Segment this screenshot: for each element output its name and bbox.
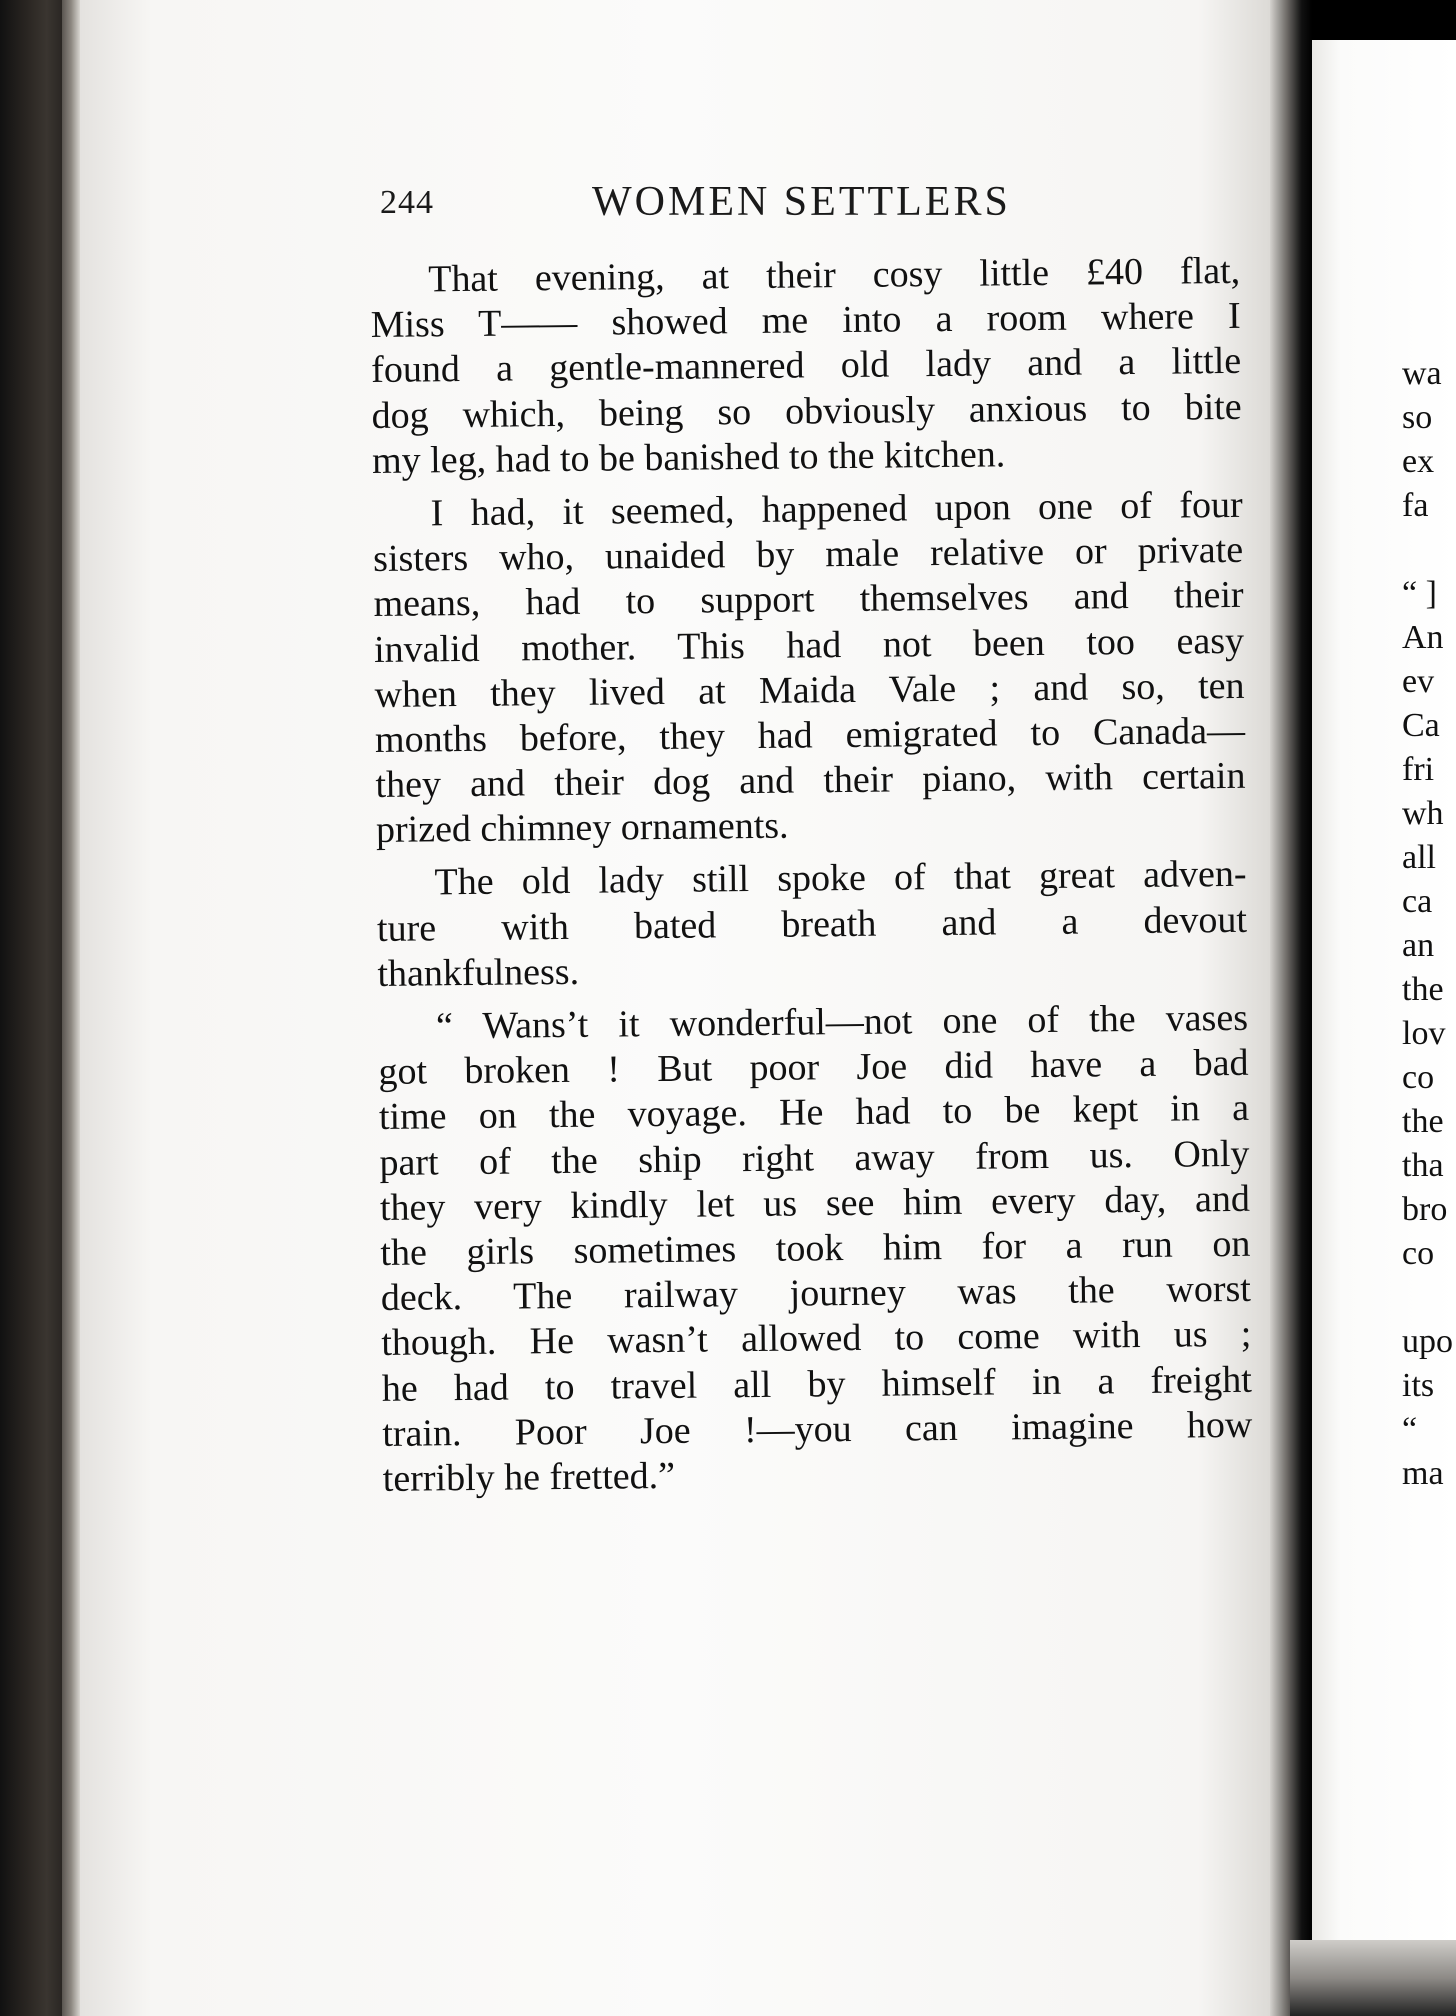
text-line: invalid mother. This had not been too easy (373, 619, 1245, 671)
text-line: “ Wans’t it wonderful—not one of the vases (435, 996, 1249, 1048)
facing-word: “ ] (1402, 575, 1437, 612)
facing-word: co (1402, 1059, 1435, 1096)
text-line: terribly he fretted.” (382, 1454, 676, 1500)
facing-word: fa (1402, 487, 1429, 524)
facing-word: tha (1402, 1147, 1444, 1184)
text-line: dog which, being so obviously anxious to bite (371, 385, 1242, 437)
paragraph (370, 249, 1242, 484)
text-line: ture with bated breath and a devout (376, 898, 1248, 950)
text-line: part of the ship right away from us. Only (379, 1132, 1250, 1184)
text-line: my leg, had to be banished to the kitchen. (371, 433, 1006, 482)
facing-word: the (1402, 971, 1444, 1008)
facing-word: ca (1402, 883, 1433, 920)
text-line: the girls sometimes took him for a run on (380, 1222, 1251, 1274)
text-line: sisters who, unaided by male relative or private (372, 528, 1244, 581)
text-line: prized chimney ornaments. (375, 804, 789, 852)
facing-word: so (1402, 399, 1433, 436)
text-line: I had, it seemed, happened upon one of four (430, 483, 1243, 535)
facing-word: bro (1402, 1191, 1448, 1228)
facing-word: the (1402, 1103, 1444, 1140)
running-head (380, 178, 1050, 238)
facing-word: An (1402, 619, 1444, 656)
text-line: got broken ! But poor Joe did have a bad (378, 1042, 1249, 1094)
text-line: time on the voyage. He had to be kept in a (378, 1087, 1250, 1139)
text-line: Miss T—— showed me into a room where I (370, 295, 1241, 347)
facing-page-text (1402, 352, 1456, 1496)
body-text (370, 249, 1253, 1510)
paragraph (372, 483, 1246, 854)
facing-word: co (1402, 1235, 1435, 1272)
facing-word: “ (1402, 1411, 1418, 1448)
facing-word: fri (1402, 751, 1435, 788)
running-title: WOMEN SETTLERS (592, 179, 1011, 225)
facing-word: ev (1402, 663, 1435, 700)
facing-word (1402, 1276, 1456, 1320)
text-line: he had to travel all by himself in a freight (381, 1358, 1253, 1410)
facing-word: all (1402, 839, 1436, 876)
text-line: deck. The railway journey was the worst (380, 1267, 1252, 1320)
text-line: thankfulness. (377, 950, 580, 995)
page-bottom-edge (1290, 1940, 1456, 2016)
text-line: when they lived at Maida Vale ; and so, ten (374, 664, 1245, 716)
text-line: train. Poor Joe !—you can imagine how (382, 1403, 1253, 1455)
paragraph (378, 996, 1253, 1502)
facing-word: an (1402, 927, 1435, 964)
facing-word: upo (1402, 1323, 1453, 1360)
text-line: The old lady still spoke of that great adven- (434, 853, 1247, 904)
page-number: 244 (380, 184, 434, 221)
facing-word: ex (1402, 443, 1435, 480)
page-edge (62, 0, 80, 2016)
facing-word: Ca (1402, 707, 1440, 744)
text-line: months before, they had emigrated to Canada— (374, 709, 1246, 761)
text-line: means, had to support themselves and their (373, 574, 1244, 626)
facing-word: its (1402, 1367, 1435, 1404)
text-line: they very kindly let us see him every day, and (379, 1177, 1251, 1229)
facing-word: wh (1402, 795, 1444, 832)
facing-word (1402, 528, 1456, 572)
book-gutter (1270, 0, 1312, 2016)
facing-word: ma (1402, 1455, 1444, 1492)
text-line: though. He wasn’t allowed to come with us ; (381, 1313, 1252, 1365)
text-line: found a gentle-mannered old lady and a little (370, 340, 1242, 392)
paragraph (376, 852, 1247, 997)
facing-word: wa (1402, 355, 1442, 392)
text-line: That evening, at their cosy little £40 flat, (428, 249, 1241, 301)
facing-word: lov (1402, 1015, 1446, 1052)
text-line: they and their dog and their piano, with certain (375, 754, 1246, 807)
